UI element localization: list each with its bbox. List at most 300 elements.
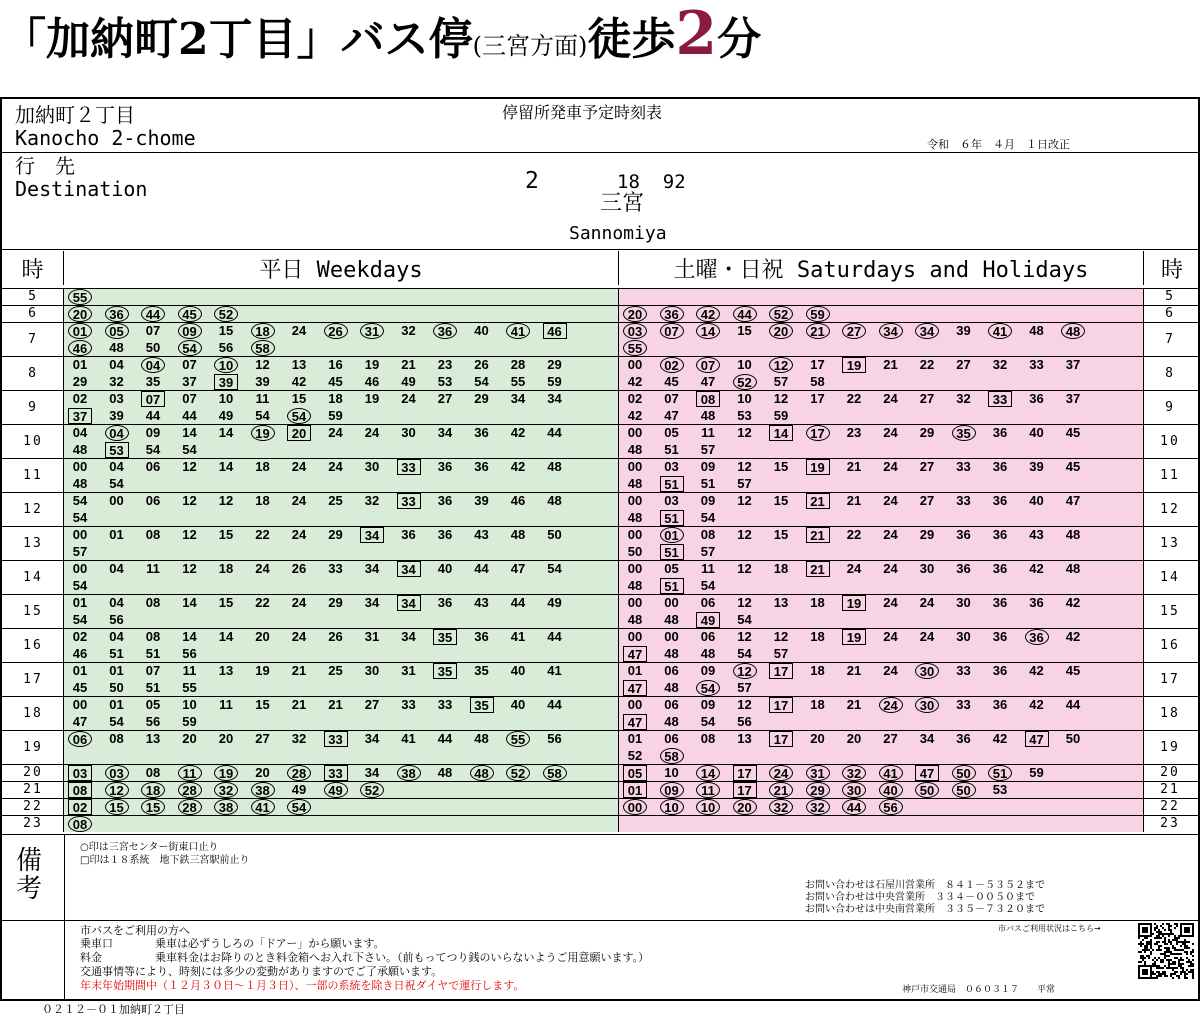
departure-time: 01 xyxy=(109,663,124,678)
departure-time: 05 xyxy=(623,765,647,781)
departure-time: 24 xyxy=(883,527,898,542)
departure-time: 20 xyxy=(255,765,270,780)
departure-time: 47 xyxy=(623,714,647,730)
departure-time: 27 xyxy=(437,391,453,406)
departure-time: 02 xyxy=(72,391,88,406)
departure-time: 33 xyxy=(956,493,971,508)
departure-time: 05 xyxy=(664,561,679,576)
departure-time: 03 xyxy=(109,391,124,406)
hour-label: 7 xyxy=(28,331,38,347)
departure-time: 43 xyxy=(474,527,489,542)
departure-time: 24 xyxy=(883,595,898,610)
departure-time: 42 xyxy=(510,425,526,440)
departure-time: 59 xyxy=(773,408,789,423)
departure-time: 57 xyxy=(773,646,789,661)
departure-time: 21 xyxy=(883,357,898,372)
departure-time: 33 xyxy=(324,765,348,781)
departure-time: 47 xyxy=(623,646,647,662)
departure-time: 04 xyxy=(105,425,129,441)
departure-time: 47 xyxy=(1025,731,1049,747)
departure-time: 36 xyxy=(956,561,971,576)
departure-time: 27 xyxy=(919,459,935,474)
departure-time: 20 xyxy=(287,425,311,441)
departure-time: 10 xyxy=(664,765,679,780)
departure-time: 56 xyxy=(737,714,752,729)
departure-time: 05 xyxy=(664,425,679,440)
departure-time: 33 xyxy=(397,493,421,509)
departure-time: 06 xyxy=(68,731,92,747)
departure-time: 44 xyxy=(547,697,562,712)
departure-time: 18 xyxy=(141,782,165,798)
departure-time: 58 xyxy=(810,374,825,389)
departure-time: 13 xyxy=(773,595,789,610)
departure-time: 00 xyxy=(627,459,643,474)
departure-time: 54 xyxy=(737,612,752,627)
departure-time: 29 xyxy=(328,527,343,542)
departure-time: 36 xyxy=(437,595,453,610)
departure-time: 32 xyxy=(291,731,307,746)
departure-time: 07 xyxy=(660,323,684,339)
departure-time: 15 xyxy=(218,323,234,338)
departure-time: 28 xyxy=(178,799,202,815)
departure-time: 36 xyxy=(1025,629,1049,645)
departure-time: 29 xyxy=(806,782,830,798)
departure-time: 48 xyxy=(547,459,562,474)
departure-time: 51 xyxy=(109,646,124,661)
departure-time: 10 xyxy=(214,357,238,373)
hour-label: 5 xyxy=(1165,289,1175,304)
departure-time: 01 xyxy=(623,782,647,798)
departure-time: 48 xyxy=(700,646,716,661)
departure-time: 49 xyxy=(547,595,562,610)
departure-time: 40 xyxy=(510,697,526,712)
departure-time: 14 xyxy=(182,595,197,610)
departure-time: 24 xyxy=(883,425,898,440)
departure-time: 07 xyxy=(696,357,720,373)
departure-time: 33 xyxy=(397,459,421,475)
departure-time: 12 xyxy=(105,782,129,798)
departure-time: 15 xyxy=(218,595,234,610)
divider xyxy=(64,834,65,920)
departure-time: 45 xyxy=(1065,459,1081,474)
departure-time: 36 xyxy=(474,459,489,474)
headline-walk: 徒歩 xyxy=(587,14,676,65)
departure-time: 06 xyxy=(664,663,679,678)
departure-time: 43 xyxy=(1029,527,1044,542)
departure-time: 50 xyxy=(145,340,161,355)
departure-time: 12 xyxy=(737,697,752,712)
departure-time: 59 xyxy=(182,714,197,729)
departure-time: 30 xyxy=(915,697,939,713)
issuer: 神戸市交通局 ０６０３１７ 平常 xyxy=(902,985,1056,995)
departure-time: 30 xyxy=(364,663,380,678)
departure-time: 09 xyxy=(700,697,716,712)
departure-time: 08 xyxy=(145,629,161,644)
departure-time: 04 xyxy=(72,425,88,440)
departure-time: 32 xyxy=(806,799,830,815)
departure-time: 11 xyxy=(182,663,197,678)
departure-time: 31 xyxy=(364,629,380,644)
departure-time: 12 xyxy=(737,527,752,542)
departure-time: 33 xyxy=(401,697,416,712)
departure-time: 21 xyxy=(846,663,862,678)
departure-time: 39 xyxy=(1029,459,1044,474)
departure-time: 17 xyxy=(806,425,830,441)
departure-time: 45 xyxy=(664,374,679,389)
departure-time: 29 xyxy=(547,357,562,372)
departure-time: 56 xyxy=(547,731,562,746)
departure-time: 50 xyxy=(952,782,976,798)
departure-time: 50 xyxy=(627,544,643,559)
departure-time: 34 xyxy=(397,595,421,611)
departure-time: 24 xyxy=(883,493,898,508)
departure-time: 12 xyxy=(769,357,793,373)
departure-time: 12 xyxy=(182,493,197,508)
departure-time: 07 xyxy=(145,663,161,678)
departure-time: 02 xyxy=(72,629,88,644)
departure-time: 32 xyxy=(401,323,416,338)
hour-header-left: 時 xyxy=(2,251,64,285)
departure-time: 20 xyxy=(68,306,92,322)
departure-time: 11 xyxy=(701,561,715,576)
departure-time: 31 xyxy=(401,663,416,678)
timetable-frame xyxy=(0,97,1200,1001)
departure-time: 46 xyxy=(543,323,567,339)
departure-time: 20 xyxy=(810,731,825,746)
departure-time: 12 xyxy=(737,595,752,610)
hour-label: 12 xyxy=(1160,501,1180,517)
departure-time: 08 xyxy=(700,527,716,542)
departure-time: 48 xyxy=(627,612,643,627)
departure-time: 32 xyxy=(992,357,1008,372)
departure-time: 50 xyxy=(1065,731,1081,746)
departure-time: 29 xyxy=(474,391,489,406)
departure-time: 24 xyxy=(291,459,307,474)
departure-time: 41 xyxy=(251,799,275,815)
departure-time: 54 xyxy=(182,442,197,457)
departure-time: 17 xyxy=(810,357,825,372)
departure-time: 46 xyxy=(72,646,88,661)
departure-time: 42 xyxy=(627,374,643,389)
departure-time: 51 xyxy=(660,578,684,594)
departure-time: 24 xyxy=(291,595,307,610)
departure-time: 36 xyxy=(992,663,1008,678)
departure-time: 19 xyxy=(364,391,380,406)
departure-time: 48 xyxy=(1065,561,1081,576)
departure-time: 42 xyxy=(510,459,526,474)
departure-time: 22 xyxy=(846,527,862,542)
departure-time: 30 xyxy=(401,425,416,440)
departure-time: 24 xyxy=(364,425,380,440)
departure-time: 49 xyxy=(696,612,720,628)
hour-label: 22 xyxy=(23,799,43,814)
departure-time: 48 xyxy=(664,646,679,661)
holiday-notice: 年末年始期間中（１２月３０日～１月３日）、一部の系統を除き日祝ダイヤで運行します。 xyxy=(80,979,525,992)
remarks-label: 備考 xyxy=(16,846,43,904)
departure-time: 24 xyxy=(255,561,270,576)
departure-time: 36 xyxy=(992,595,1008,610)
departure-time: 06 xyxy=(145,459,161,474)
headline-direction: (三宮方面) xyxy=(472,32,588,60)
departure-time: 36 xyxy=(437,493,453,508)
departure-time: 54 xyxy=(696,680,720,696)
hour-label: 6 xyxy=(28,306,38,321)
departure-time: 44 xyxy=(1065,697,1081,712)
departure-time: 15 xyxy=(218,527,234,542)
hour-label: 23 xyxy=(23,816,43,831)
departure-time: 49 xyxy=(324,782,348,798)
departure-time: 28 xyxy=(510,357,526,372)
departure-time: 19 xyxy=(806,459,830,475)
departure-time: 04 xyxy=(109,561,124,576)
departure-time: 55 xyxy=(68,289,92,305)
departure-time: 50 xyxy=(547,527,562,542)
departure-time: 24 xyxy=(883,629,898,644)
departure-time: 19 xyxy=(364,357,380,372)
departure-time: 52 xyxy=(506,765,530,781)
departure-time: 51 xyxy=(988,765,1012,781)
departure-time: 42 xyxy=(1029,697,1044,712)
stop-name-en: Kanocho 2-chome xyxy=(15,126,196,150)
departure-time: 06 xyxy=(664,697,679,712)
departure-time: 09 xyxy=(700,459,716,474)
departure-time: 22 xyxy=(255,527,270,542)
departure-time: 14 xyxy=(696,765,720,781)
departure-time: 24 xyxy=(919,595,935,610)
headline-stop: 「加納町2丁目」バス停 xyxy=(2,14,473,65)
departure-time: 48 xyxy=(627,476,643,491)
departure-time: 44 xyxy=(474,561,489,576)
departure-time: 01 xyxy=(109,527,124,542)
departure-time: 09 xyxy=(700,493,716,508)
departure-time: 58 xyxy=(543,765,567,781)
departure-time: 18 xyxy=(773,561,789,576)
departure-time: 21 xyxy=(846,493,862,508)
departure-time: 24 xyxy=(846,561,862,576)
departure-time: 00 xyxy=(627,493,643,508)
departure-time: 00 xyxy=(72,459,88,474)
hour-label: 8 xyxy=(1165,365,1175,381)
hour-label: 17 xyxy=(23,671,43,687)
departure-time: 12 xyxy=(737,561,752,576)
departure-time: 34 xyxy=(364,731,380,746)
headline-minutes: 2 xyxy=(675,0,718,69)
departure-time: 18 xyxy=(251,323,275,339)
departure-time: 34 xyxy=(915,323,939,339)
departure-time: 21 xyxy=(401,357,416,372)
departure-time: 08 xyxy=(68,816,92,832)
contact-chuo: お問い合わせは中央営業所 ３３４－００５０まで xyxy=(805,892,1035,903)
departure-time: 57 xyxy=(773,374,789,389)
departure-time: 00 xyxy=(623,799,647,815)
departure-time: 10 xyxy=(737,391,752,406)
departure-time: 21 xyxy=(806,323,830,339)
departure-time: 33 xyxy=(956,697,971,712)
departure-time: 48 xyxy=(437,765,453,780)
departure-time: 24 xyxy=(883,459,898,474)
departure-time: 54 xyxy=(255,408,270,423)
departure-time: 54 xyxy=(109,714,124,729)
departure-time: 17 xyxy=(733,782,757,798)
departure-time: 32 xyxy=(109,374,124,389)
departure-time: 04 xyxy=(109,629,124,644)
departure-time: 56 xyxy=(879,799,903,815)
departure-time: 43 xyxy=(474,595,489,610)
departure-time: 11 xyxy=(146,561,160,576)
hour-label: 18 xyxy=(23,705,43,721)
departure-time: 48 xyxy=(72,442,88,457)
departure-time: 33 xyxy=(437,697,453,712)
departure-time: 54 xyxy=(145,442,161,457)
fare-text: 乗車料金はお降りのとき料金箱へお入れ下さい。（前もってつり銭のいらないようご用意願います。） xyxy=(155,951,650,964)
departure-time: 53 xyxy=(105,442,129,458)
departure-time: 57 xyxy=(737,680,752,695)
departure-time: 48 xyxy=(1061,323,1085,339)
hour-label: 21 xyxy=(23,782,43,797)
departure-time: 36 xyxy=(992,629,1008,644)
notice-title: 市バスをご利用の方へ xyxy=(80,924,190,937)
departure-time: 32 xyxy=(364,493,380,508)
departure-time: 30 xyxy=(919,561,935,576)
departure-time: 42 xyxy=(1065,629,1081,644)
weekend-row xyxy=(619,815,1144,832)
departure-time: 35 xyxy=(433,663,457,679)
departure-time: 00 xyxy=(627,357,643,372)
departure-time: 48 xyxy=(470,765,494,781)
departure-time: 17 xyxy=(769,663,793,679)
departure-time: 17 xyxy=(769,731,793,747)
departure-time: 47 xyxy=(664,408,679,423)
route-number-main: 2 xyxy=(525,168,539,194)
departure-time: 01 xyxy=(627,731,643,746)
departure-time: 20 xyxy=(218,731,234,746)
departure-time: 14 xyxy=(182,425,197,440)
hour-label: 9 xyxy=(1165,399,1175,415)
departure-time: 45 xyxy=(72,680,88,695)
departure-time: 40 xyxy=(879,782,903,798)
departure-time: 24 xyxy=(291,629,307,644)
departure-time: 33 xyxy=(1029,357,1044,372)
hour-label: 10 xyxy=(23,433,43,449)
departure-time: 25 xyxy=(328,663,343,678)
route-number-other: 18 92 xyxy=(617,171,686,193)
departure-time: 08 xyxy=(109,731,124,746)
departure-time: 51 xyxy=(660,544,684,560)
departure-time: 00 xyxy=(627,561,643,576)
departure-time: 42 xyxy=(291,374,307,389)
departure-time: 54 xyxy=(109,476,124,491)
hour-label: 7 xyxy=(1165,331,1175,347)
departure-time: 52 xyxy=(769,306,793,322)
departure-time: 30 xyxy=(364,459,380,474)
departure-time: 01 xyxy=(72,357,88,372)
departure-time: 19 xyxy=(214,765,238,781)
departure-time: 53 xyxy=(437,374,453,389)
divider xyxy=(2,834,1198,835)
departure-time: 47 xyxy=(510,561,526,576)
departure-time: 53 xyxy=(992,782,1008,797)
departure-time: 45 xyxy=(1065,663,1081,678)
departure-time: 12 xyxy=(182,459,197,474)
departure-time: 12 xyxy=(733,663,757,679)
departure-time: 34 xyxy=(397,561,421,577)
departure-time: 18 xyxy=(255,459,270,474)
departure-time: 03 xyxy=(105,765,129,781)
departure-time: 17 xyxy=(769,697,793,713)
departure-time: 18 xyxy=(810,697,825,712)
departure-time: 14 xyxy=(182,629,197,644)
departure-time: 27 xyxy=(919,493,935,508)
departure-time: 02 xyxy=(627,391,643,406)
departure-time: 24 xyxy=(883,561,898,576)
departure-time: 00 xyxy=(627,425,643,440)
departure-time: 21 xyxy=(291,663,307,678)
departure-time: 39 xyxy=(214,374,238,390)
departure-time: 36 xyxy=(433,323,457,339)
departure-time: 51 xyxy=(660,510,684,526)
fare-label: 料金 xyxy=(80,951,102,964)
departure-time: 08 xyxy=(68,782,92,798)
qr-caption: 市バスご利用状況はこちら→ xyxy=(998,924,1101,933)
hour-label: 23 xyxy=(1160,816,1180,831)
departure-time: 41 xyxy=(988,323,1012,339)
departure-time: 13 xyxy=(145,731,161,746)
hour-label: 17 xyxy=(1160,671,1180,687)
departure-time: 40 xyxy=(437,561,453,576)
departure-time: 52 xyxy=(733,374,757,390)
departure-time: 48 xyxy=(474,731,489,746)
departure-time: 42 xyxy=(696,306,720,322)
hour-label: 16 xyxy=(23,637,43,653)
weekdays-header: 平日 Weekdays xyxy=(64,251,619,285)
departure-time: 45 xyxy=(178,306,202,322)
hour-label: 13 xyxy=(23,535,43,551)
departure-time: 54 xyxy=(287,799,311,815)
departure-time: 33 xyxy=(956,663,971,678)
departure-time: 41 xyxy=(401,731,416,746)
departure-time: 59 xyxy=(328,408,343,423)
departure-time: 44 xyxy=(733,306,757,322)
departure-time: 11 xyxy=(178,765,202,781)
departure-time: 09 xyxy=(145,425,161,440)
hour-label: 18 xyxy=(1160,705,1180,721)
departure-time: 08 xyxy=(696,391,720,407)
departure-time: 21 xyxy=(806,561,830,577)
hour-label: 14 xyxy=(1160,569,1180,585)
departure-time: 01 xyxy=(627,663,643,678)
departure-time: 04 xyxy=(109,357,124,372)
departure-time: 38 xyxy=(251,782,275,798)
departure-time: 12 xyxy=(218,493,234,508)
qr-code[interactable] xyxy=(1138,923,1194,979)
departure-time: 01 xyxy=(72,663,88,678)
departure-time: 13 xyxy=(291,357,307,372)
departure-time: 40 xyxy=(510,663,526,678)
departure-time: 24 xyxy=(769,765,793,781)
departure-time: 55 xyxy=(510,374,526,389)
departure-time: 54 xyxy=(72,510,88,525)
hour-label: 19 xyxy=(23,739,43,755)
departure-time: 54 xyxy=(178,340,202,356)
departure-time: 36 xyxy=(992,697,1008,712)
departure-time: 18 xyxy=(810,663,825,678)
departure-time: 34 xyxy=(879,323,903,339)
departure-time: 47 xyxy=(72,714,88,729)
departure-time: 54 xyxy=(737,646,752,661)
headline-unit: 分 xyxy=(717,14,762,65)
departure-time: 34 xyxy=(401,629,416,644)
departure-time: 44 xyxy=(547,629,562,644)
